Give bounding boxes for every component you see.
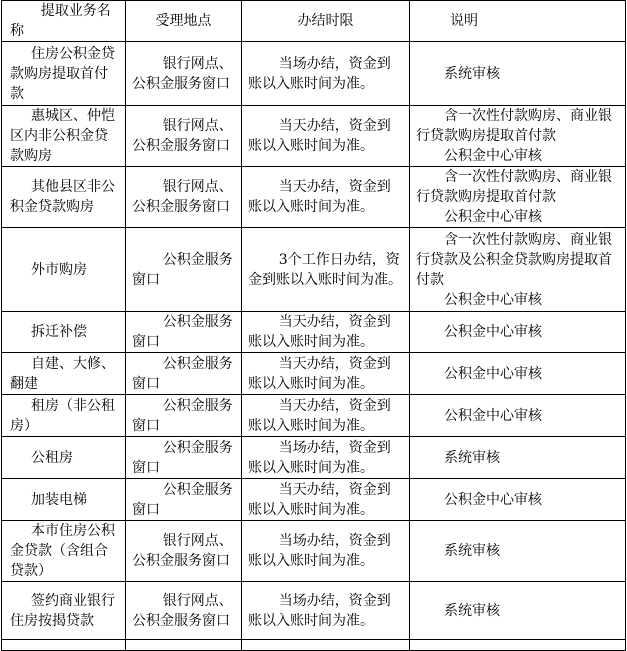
cut-off-cell	[2, 640, 126, 651]
time-limit-cell: 当场办结，资金到账以入账时间为准。	[242, 42, 410, 106]
note-line: 公积金中心审核	[444, 491, 542, 508]
location-cell: 公积金服务窗口	[126, 353, 242, 395]
cut-off-cell	[126, 640, 242, 651]
table-row	[2, 640, 626, 651]
location-cell: 银行网点、公积金服务窗口	[126, 106, 242, 167]
time-limit-cell: 3个工作日办结，资金到账以入账时间为准。	[242, 228, 410, 312]
location-cell: 公积金服务窗口	[126, 228, 242, 312]
time-limit-cell: 当场办结，资金到账以入账时间为准。	[242, 582, 410, 640]
note-line: 系统审核	[444, 543, 500, 559]
business-name-cell: 自建、大修、翻建	[2, 353, 126, 395]
table-row	[2, 479, 626, 521]
business-name-cell: 住房公积金贷款购房提取首付款	[2, 42, 126, 106]
note-cell	[410, 312, 626, 353]
location-cell: 公积金服务窗口	[126, 395, 242, 437]
note-cell	[410, 42, 626, 106]
note-cell	[410, 353, 626, 395]
note-line: 含一次性付款购房、商业银行贷款购房提取首付款	[416, 169, 612, 205]
time-limit-cell: 当场办结，资金到账以入账时间为准。	[242, 521, 410, 582]
business-name-cell: 签约商业银行住房按揭贷款	[2, 582, 126, 640]
time-limit-cell: 当天办结，资金到账以入账时间为准。	[242, 106, 410, 167]
table-row	[2, 106, 626, 167]
time-limit-cell: 当天办结，资金到账以入账时间为准。	[242, 395, 410, 437]
location-cell: 银行网点、公积金服务窗口	[126, 167, 242, 228]
note-line: 系统审核	[444, 65, 500, 82]
note-cell	[410, 228, 626, 312]
note-line: 含一次性付款购房、商业银行贷款购房提取首付款	[416, 108, 612, 144]
time-limit-cell: 当天办结，资金到账以入账时间为准。	[242, 312, 410, 353]
business-name-cell: 拆迁补偿	[2, 312, 126, 353]
note-cell	[410, 106, 626, 167]
note-line: 公积金中心审核	[444, 324, 542, 340]
business-name-cell: 外市购房	[2, 228, 126, 312]
note-cell	[410, 521, 626, 582]
note-cell	[410, 479, 626, 521]
business-name-cell: 本市住房公积金贷款（含组合贷款）	[2, 521, 126, 582]
table-row	[2, 228, 626, 312]
time-limit-cell: 当天办结，资金到账以入账时间为准。	[242, 353, 410, 395]
header-location: 受理地点	[126, 1, 242, 42]
note-cell	[410, 167, 626, 228]
time-limit-cell: 当天办结，资金到账以入账时间为准。	[242, 167, 410, 228]
business-name-cell: 其他县区非公积金贷款购房	[2, 167, 126, 228]
cut-off-cell	[242, 640, 410, 651]
header-time-limit: 办结时限	[242, 1, 410, 42]
note-cell	[410, 582, 626, 640]
note-line: 公积金中心审核	[444, 407, 542, 424]
note-line: 公积金中心审核	[444, 365, 542, 382]
table-row	[2, 167, 626, 228]
table-row	[2, 437, 626, 479]
business-name-cell: 加装电梯	[2, 479, 126, 521]
note-line: 系统审核	[444, 449, 500, 466]
table-row	[2, 582, 626, 640]
note-line: 系统审核	[444, 602, 500, 619]
table-row	[2, 353, 626, 395]
table-body	[2, 1, 626, 651]
note-line: 含一次性付款购房、商业银行贷款及公积金贷款购房提取首付款	[416, 231, 612, 288]
cut-off-cell	[410, 640, 626, 651]
note-line: 公积金中心审核	[444, 148, 542, 164]
header-note: 说明	[410, 1, 626, 42]
business-name-cell: 租房（非公租房）	[2, 395, 126, 437]
note-line: 公积金中心审核	[444, 291, 542, 308]
note-cell	[410, 437, 626, 479]
table-row	[2, 395, 626, 437]
business-name-cell: 公租房	[2, 437, 126, 479]
note-line: 公积金中心审核	[444, 209, 542, 225]
location-cell: 公积金服务窗口	[126, 437, 242, 479]
location-cell: 银行网点、公积金服务窗口	[126, 521, 242, 582]
location-cell: 银行网点、公积金服务窗口	[126, 582, 242, 640]
table-row	[2, 42, 626, 106]
time-limit-cell: 当场办结，资金到账以入账时间为准。	[242, 437, 410, 479]
table-row	[2, 521, 626, 582]
table-row	[2, 312, 626, 353]
note-cell	[410, 395, 626, 437]
location-cell: 银行网点、公积金服务窗口	[126, 42, 242, 106]
header-business-name: 提取业务名称	[2, 1, 126, 42]
time-limit-cell: 当天办结，资金到账以入账时间为准。	[242, 479, 410, 521]
business-name-cell: 惠城区、仲恺区内非公积金贷款购房	[2, 106, 126, 167]
location-cell: 公积金服务窗口	[126, 479, 242, 521]
withdrawal-business-table	[1, 0, 626, 651]
header-row	[2, 1, 626, 42]
location-cell: 公积金服务窗口	[126, 312, 242, 353]
